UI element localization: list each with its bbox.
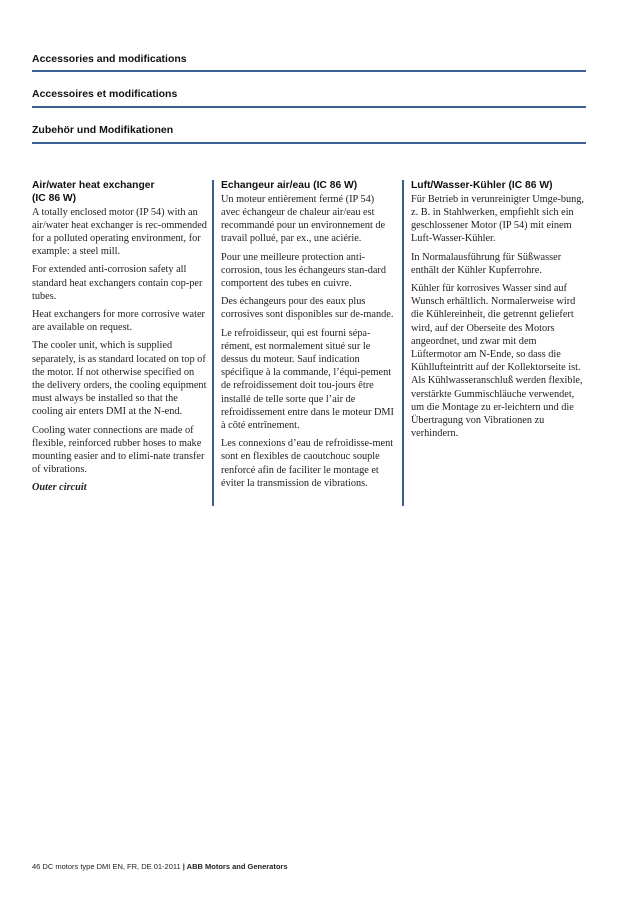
paragraph-en-3: Heat exchangers for more corrosive water are available on request. (32, 309, 205, 334)
column-title-en-line1: Air/water heat exchanger (32, 180, 155, 191)
column-french (221, 180, 395, 495)
paragraph-en-5: Cooling water connections are made of flexible, reinforced rubber hoses to make mounting easier and to elimi-nate transfer of vibrations. (32, 424, 205, 476)
paragraph-fr-4: Le refroidisseur, qui est fourni sépa-rément, est normalement situé sur le dessus du moteur. Sauf indication spécifique à la commande, l’équi-pement de refroidissement doit tou-jours être installé de telle sorte que l’air de refroidissement entre dans le moteur DMI à côté entrînement. (221, 327, 394, 432)
column-title-en-line2: (IC 86 W) (32, 192, 77, 204)
paragraph-en-4: The cooler unit, which is supplied separately, is as standard located on top of the motor. If not otherwise specified on the delivery orders, the cooling equipment must always be installed so that the cooling air enters DMI at the N-end. (32, 340, 207, 418)
heading-rule-fr (32, 106, 586, 108)
paragraph-de-2: In Normalausführung für Süßwasser enthält der Kühler Kupferrohre. (411, 251, 562, 276)
page-footer (32, 862, 288, 871)
subheading-outer-circuit: Outer circuit (32, 482, 87, 494)
column-divider-2 (402, 180, 404, 506)
paragraph-de-3: Kühler für korrosives Wasser sind auf Wunsch erhältlich. Normalerweise wird die Kühlereinheit, die getrennt geliefert wird, auf der Oberseite des Motors angeordnet, und zwar mit dem Lüftermotor am N-Ende, so dass die Kühllufteintritt auf der Kollektorseite ist. Als Kühlwasseranschluß werden flexible, verstärkte Gummischläuche verwendet, um die Montage zu er-leichtern und die Übertragung von Vibrationen zu verhindern. (411, 283, 583, 440)
footer-doc-info: 46 DC motors type DMI EN, FR, DE 01-2011 (32, 862, 181, 871)
column-divider-1 (212, 180, 214, 506)
column-title-de: Luft/Wasser-Kühler (IC 86 W) (411, 180, 553, 191)
paragraph-fr-1: Un moteur entièrement fermé (IP 54) avec échangeur de chaleur air/eau est recommandé pour un environnement de travail pollué, par ex., une aciérie. (221, 193, 386, 245)
heading-de: Zubehör und Modifikationen (32, 124, 174, 136)
paragraph-fr-2: Pour une meilleure protection anti-corrosion, tous les échangeurs stan-dard comportent des tubes en cuivre. (221, 251, 386, 290)
heading-rule-de (32, 142, 586, 144)
paragraph-en-2: For extended anti-corrosion safety all standard heat exchangers contain cop-per tubes. (32, 264, 203, 302)
column-title-en (32, 180, 207, 206)
column-english (32, 180, 207, 500)
paragraph-de-1: Für Betrieb in verunreinigter Umge-bung, z. B. in Stahlwerken, empfiehlt sich ein geschlossener Motor (IP 54) mit einem Luft-Wasser-Kühler. (411, 193, 585, 245)
column-german (411, 180, 587, 445)
paragraph-fr-3: Des échangeurs pour des eaux plus corrosives sont disponibles sur de-mande. (221, 296, 394, 321)
footer-company: ABB Motors and Generators (186, 862, 288, 871)
heading-rule-en (32, 70, 586, 72)
paragraph-en-1: A totally enclosed motor (IP 54) with an air/water heat exchanger is rec-ommended for a polluted operating environment, for example: a steel mill. (32, 206, 207, 258)
column-title-fr: Echangeur air/eau (IC 86 W) (221, 180, 358, 191)
footer-separator: | (180, 862, 187, 871)
heading-en: Accessories and modifications (32, 53, 187, 65)
paragraph-fr-5: Les connexions d’eau de refroidisse-ment sont en flexibles de caoutchouc souple renforcé afin de faciliter le montage et éviter la transmission de vibrations. (221, 438, 394, 489)
heading-fr: Accessoires et modifications (32, 88, 178, 100)
